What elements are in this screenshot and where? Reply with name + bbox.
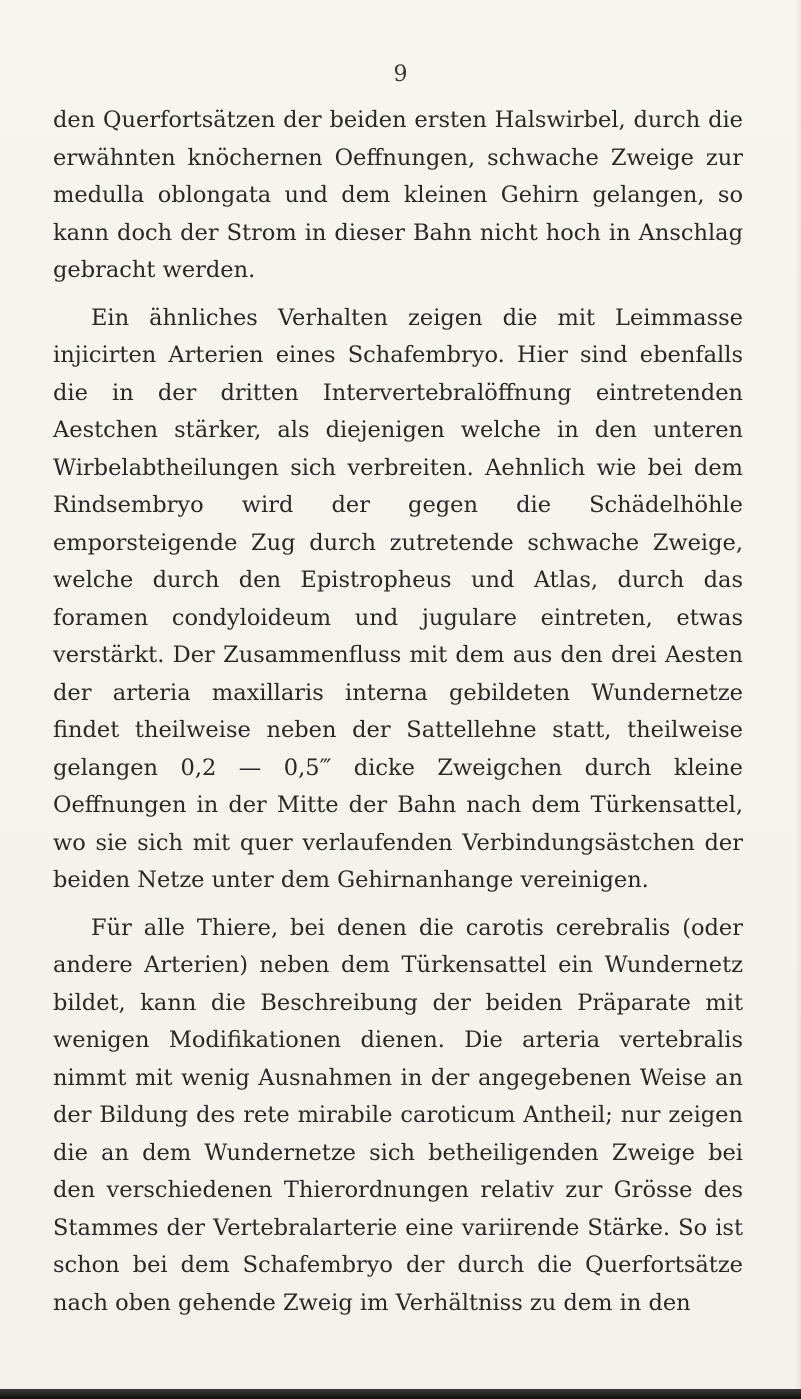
- scan-bottom-edge: [0, 1389, 801, 1399]
- paragraph-continuation: den Querfortsätzen der beiden ersten Halswirbel, durch die erwähnten knöchernen Oeffnungen, schwache Zweige zur medulla oblongata und dem kleinen Gehirn gelangen, so kann doch der Strom in dieser Bahn nicht hoch in Anschlag gebracht werden.: [53, 107, 743, 283]
- paragraph-thiere: Für alle Thiere, bei denen die carotis cerebralis (oder andere Arterien) neben dem Türkensattel ein Wundernetz bildet, kann die Beschreibung der beiden Präparate mit wenigen Modifikationen dienen. Die arteria vertebralis nimmt mit wenig Ausnahmen in der angegebenen Weise an der Bildung des rete mirabile caroticum Antheil; nur zeigen die an dem Wundernetze sich betheiligenden Zweige bei den verschiedenen Thierordnungen relativ zur Grösse des Stammes der Vertebralarterie eine variirende Stärke. So ist schon bei dem Schafembryo der durch die Querfortsätze nach oben gehende Zweig im Verhältniss zu dem in den: [53, 914, 743, 1316]
- body-text: [53, 102, 743, 1332]
- page-number: 9: [393, 62, 408, 87]
- paragraph-schafembryo: Ein ähnliches Verhalten zeigen die mit Leimmasse injicirten Arterien eines Schafembryo. Hier sind ebenfalls die in der dritten Intervertebralöffnung eintretenden Aestchen stärker, als diejenigen welche in den unteren Wirbelabtheilungen sich verbreiten. Aehnlich wie bei dem Rindsembryo wird der gegen die Schädelhöhle emporsteigende Zug durch zutretende schwache Zweige, welche durch den Epistropheus und Atlas, durch das foramen condyloideum und jugulare eintreten, etwas verstärkt. Der Zusammenfluss mit dem aus den drei Aesten der arteria maxillaris interna gebildeten Wundernetze findet theilweise neben der Sattellehne statt, theilweise gelangen 0,2 — 0,5‴ dicke Zweigchen durch kleine Oeffnungen in der Mitte der Bahn nach dem Türkensattel, wo sie sich mit quer verlaufenden Verbindungsästchen der beiden Netze unter dem Gehirnanhange vereinigen.: [53, 304, 743, 893]
- page-edge-shadow: [795, 0, 801, 1399]
